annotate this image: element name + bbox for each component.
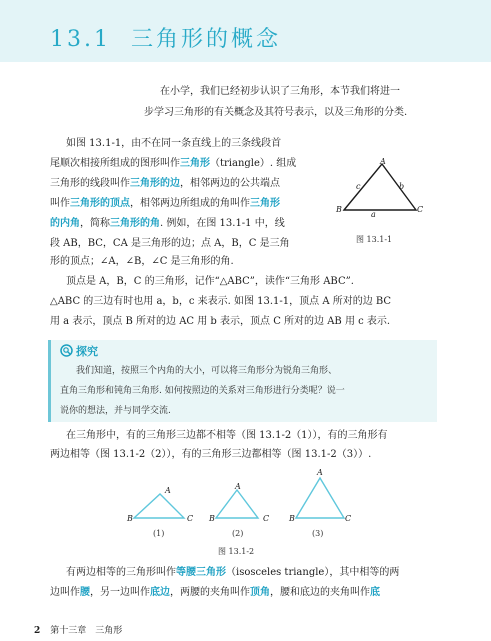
- para4-line-1: 有两边相等的三角形叫作等腰三角形（isosceles triangle），其中相等的两: [66, 567, 400, 578]
- term-leg: 腰: [80, 587, 90, 598]
- para1-line-3: 三角形的线段叫作三角形的边，相邻两边的公共端点: [50, 178, 280, 189]
- fig2-caption: 图 13.1-2: [218, 547, 255, 556]
- para1-line-7: 形的顶点；∠A，∠B，∠C 是三角形的角.: [50, 256, 234, 267]
- fig1-caption: 图 13.1-1: [356, 235, 393, 244]
- explore-line-2: 直角三角形和钝角三角形. 如何按照边的关系对三角形进行分类呢？说一: [60, 386, 345, 396]
- para4-line-2: 边叫作腰，另一边叫作底边，两腰的夹角叫作顶角，腰和底边的夹角叫作底: [50, 587, 380, 598]
- fig2-1-label-c: C: [187, 514, 194, 523]
- explore-title: [60, 343, 98, 359]
- fig2-sublabel-1: (1): [153, 529, 165, 538]
- fig1-label-a: A: [380, 157, 386, 166]
- equilateral-triangle-shape: [296, 478, 344, 518]
- chapter-label: 第十三章 三角形: [50, 626, 123, 636]
- intro-line-1: 在小学，我们已经初步认识了三角形，本节我们将进一: [160, 86, 400, 97]
- fig2-2-label-a: A: [235, 482, 241, 491]
- para2-line-1: 顶点是 A，B，C 的三角形，记作“△ABC”，读作“三角形 ABC”.: [66, 276, 354, 287]
- para2-line-3: 用 a 表示，顶点 B 所对的边 AC 用 b 表示，顶点 C 所对的边 AB 用 c 表示.: [50, 316, 391, 327]
- fig2-sublabel-3: (3): [312, 529, 324, 538]
- fig2-2-label-c: C: [263, 514, 270, 523]
- para1-line-1: 如图 13.1-1，由不在同一条直线上的三条线段首: [66, 138, 282, 149]
- fig2-1-label-a: A: [165, 486, 171, 495]
- fig1-side-c: c: [356, 182, 361, 191]
- para1-line-5: 的内角，简称三角形的角. 例如，在图 13.1-1 中，线: [50, 218, 285, 229]
- term-triangle-angle: 三角形的角: [110, 218, 160, 229]
- term-vertex-angle: 顶角: [250, 587, 270, 598]
- fig2-2-label-b: B: [209, 514, 215, 523]
- fig2-3-label-c: C: [345, 514, 352, 523]
- para2-line-2: △ABC 的三边有时也用 a，b，c 来表示. 如图 13.1-1，顶点 A 所对的边 BC: [50, 296, 392, 307]
- fig1-label-c: C: [417, 205, 424, 214]
- fig1-side-b: b: [399, 182, 405, 191]
- scalene-triangle-shape: [134, 494, 184, 518]
- section-title: [50, 22, 281, 53]
- explore-line-3: 说你的想法，并与同学交流.: [60, 406, 171, 416]
- isosceles-triangle-shape: [216, 490, 258, 518]
- page-number: 2: [34, 626, 41, 636]
- term-interior-angle: 的内角: [50, 218, 80, 229]
- section-number: 13.1: [50, 27, 111, 52]
- para1-line-4: 叫作三角形的顶点，相邻两边所组成的角叫作三角形: [50, 198, 280, 209]
- explore-line-1: 我们知道，按照三个内角的大小，可以将三角形分为锐角三角形、: [76, 366, 338, 376]
- term-triangle: 三角形: [180, 158, 210, 169]
- fig2-sublabel-2: (2): [232, 529, 244, 538]
- triangle-abc-shape: [344, 164, 416, 210]
- fig1-label-b: B: [336, 205, 342, 214]
- term-base: 底边: [150, 587, 170, 598]
- para3-line-1: 在三角形中，有的三角形三边都不相等（图 13.1-2（1）），有的三角形有: [66, 430, 388, 441]
- term-triangle-vertex: 三角形的顶点: [70, 198, 130, 209]
- fig2-1-label-b: B: [127, 514, 133, 523]
- fig2-3-label-a: A: [317, 468, 323, 477]
- intro-line-2: 步学习三角形的有关概念及其符号表示，以及三角形的分类.: [144, 107, 408, 118]
- page-footer: [34, 623, 122, 636]
- para1-line-2: 尾顺次相接所组成的图形叫作三角形（triangle）. 组成: [50, 158, 297, 169]
- magnifier-icon: [60, 344, 73, 357]
- section-title-text: 三角形的概念: [130, 27, 281, 52]
- term-triangle-side: 三角形的边: [130, 178, 180, 189]
- figure-13-1-2: [120, 466, 370, 526]
- fig2-3-label-b: B: [289, 514, 295, 523]
- term-isosceles-triangle: 等腰三角形: [176, 567, 226, 578]
- para3-line-2: 两边相等（图 13.1-2（2）），有的三角形三边都相等（图 13.1-2（3））.: [50, 449, 372, 460]
- explore-title-text: 探究: [76, 345, 98, 358]
- para1-line-6: 段 AB，BC，CA 是三角形的边；点 A，B，C 是三角: [50, 238, 290, 249]
- fig1-side-a: a: [371, 210, 376, 219]
